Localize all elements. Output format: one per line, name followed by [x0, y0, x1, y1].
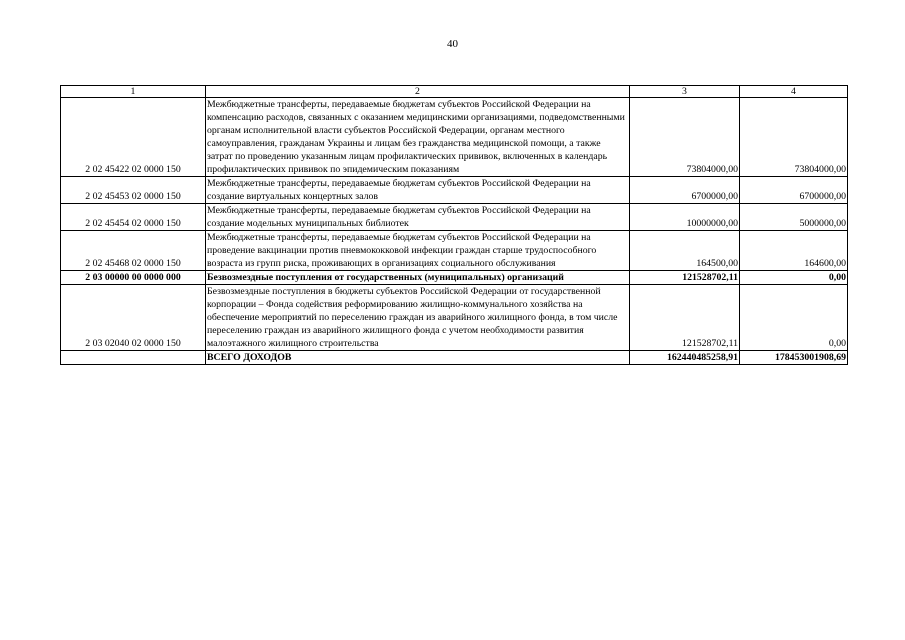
- amount-col3-cell: 121528702,11: [630, 285, 740, 351]
- description-cell: Межбюджетные трансферты, передаваемые бюджетам субъектов Российской Федерации на проведение вакцинации против пневмококковой инфекции граждан старше трудоспособного возраста из групп риска, проживающих в организациях социального обслуживания: [206, 231, 630, 271]
- description-cell: Межбюджетные трансферты, передаваемые бюджетам субъектов Российской Федерации на компенсацию расходов, связанных с оказанием медицинскими организациями, подведомственными органам исполнительной власти субъектов Российской Федерации, органам местного самоуправления, гражданам Украины и лицам без гражданства медицинской помощи, а также затрат по проведению указанным лицам профилактических прививок, включенных в календарь профилактических прививок по эпидемическим показаниям: [206, 98, 630, 177]
- budget-code-cell: 2 02 45468 02 0000 150: [61, 231, 206, 271]
- amount-col4-cell: 0,00: [740, 285, 848, 351]
- amount-col3-cell: 164500,00: [630, 231, 740, 271]
- budget-code-cell: [61, 351, 206, 365]
- budget-code-cell: 2 03 00000 00 0000 000: [61, 271, 206, 285]
- amount-col3-cell: 121528702,11: [630, 271, 740, 285]
- budget-revenue-table: [60, 85, 848, 365]
- column-header-2: 2: [206, 86, 630, 98]
- column-header-4: 4: [740, 86, 848, 98]
- table-body: [61, 98, 848, 365]
- description-cell: Безвозмездные поступления от государственных (муниципальных) организаций: [206, 271, 630, 285]
- amount-col3-cell: 10000000,00: [630, 204, 740, 231]
- amount-col4-cell: 73804000,00: [740, 98, 848, 177]
- amount-col3-cell: 162440485258,91: [630, 351, 740, 365]
- budget-code-cell: 2 03 02040 02 0000 150: [61, 285, 206, 351]
- table-row: [61, 98, 848, 177]
- description-cell: Межбюджетные трансферты, передаваемые бюджетам субъектов Российской Федерации на создание модельных муниципальных библиотек: [206, 204, 630, 231]
- budget-code-cell: 2 02 45454 02 0000 150: [61, 204, 206, 231]
- page-number: 40: [447, 38, 458, 50]
- table-row: [61, 271, 848, 285]
- amount-col4-cell: 164600,00: [740, 231, 848, 271]
- amount-col4-cell: 6700000,00: [740, 177, 848, 204]
- amount-col3-cell: 73804000,00: [630, 98, 740, 177]
- header-row: [61, 86, 848, 98]
- table-row: [61, 204, 848, 231]
- budget-code-cell: 2 02 45453 02 0000 150: [61, 177, 206, 204]
- table-row: [61, 285, 848, 351]
- table-row: [61, 177, 848, 204]
- amount-col4-cell: 5000000,00: [740, 204, 848, 231]
- amount-col3-cell: 6700000,00: [630, 177, 740, 204]
- budget-code-cell: 2 02 45422 02 0000 150: [61, 98, 206, 177]
- amount-col4-cell: 178453001908,69: [740, 351, 848, 365]
- table-row: [61, 231, 848, 271]
- description-cell: ВСЕГО ДОХОДОВ: [206, 351, 630, 365]
- table-row: [61, 351, 848, 365]
- description-cell: Межбюджетные трансферты, передаваемые бюджетам субъектов Российской Федерации на создание виртуальных концертных залов: [206, 177, 630, 204]
- amount-col4-cell: 0,00: [740, 271, 848, 285]
- column-header-3: 3: [630, 86, 740, 98]
- column-header-1: 1: [61, 86, 206, 98]
- description-cell: Безвозмездные поступления в бюджеты субъектов Российской Федерации от государственной корпорации – Фонда содействия реформированию жилищно-коммунального хозяйства на обеспечение мероприятий по переселению граждан из аварийного жилищного фонда, в том числе переселению граждан из аварийного жилищного фонда с учетом необходимости развития малоэтажного жилищного строительства: [206, 285, 630, 351]
